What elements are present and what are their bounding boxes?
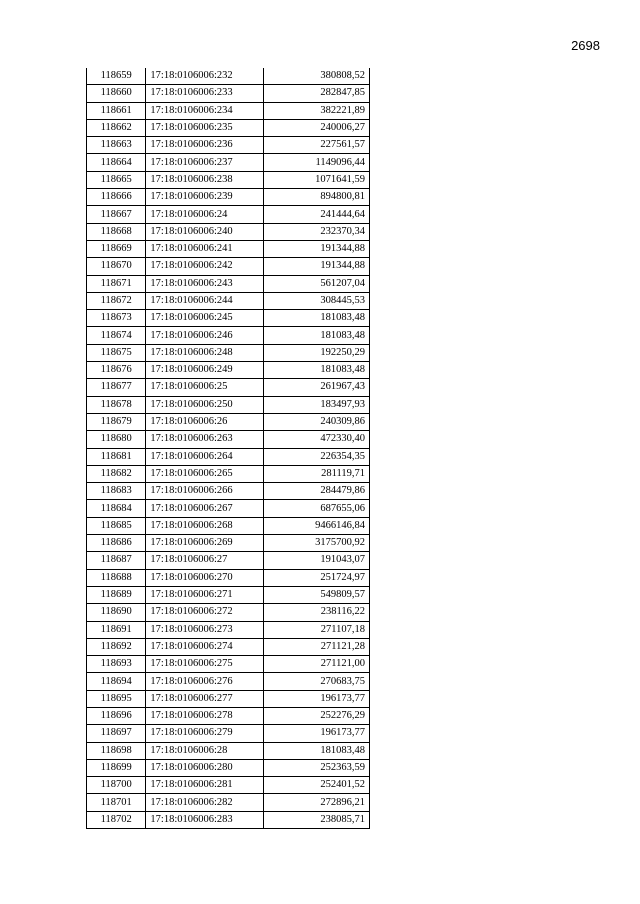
row-number-cell: 118684 xyxy=(87,500,146,517)
row-number-cell: 118679 xyxy=(87,413,146,430)
table-row xyxy=(87,535,370,552)
table-row xyxy=(87,413,370,430)
row-number-cell: 118697 xyxy=(87,725,146,742)
table-row xyxy=(87,569,370,586)
cadastral-number-cell: 17:18:0106006:234 xyxy=(146,102,264,119)
cadastral-number-cell: 17:18:0106006:278 xyxy=(146,707,264,724)
cadastral-number-cell: 17:18:0106006:273 xyxy=(146,621,264,638)
cadastral-value-cell: 9466146,84 xyxy=(264,517,370,534)
row-number-cell: 118687 xyxy=(87,552,146,569)
cadastral-value-cell: 549809,57 xyxy=(264,586,370,603)
row-number-cell: 118671 xyxy=(87,275,146,292)
row-number-cell: 118669 xyxy=(87,240,146,257)
cadastral-value-cell: 284479,86 xyxy=(264,483,370,500)
table-body xyxy=(87,68,370,829)
row-number-cell: 118700 xyxy=(87,777,146,794)
table-row xyxy=(87,379,370,396)
cadastral-value-cell: 561207,04 xyxy=(264,275,370,292)
cadastral-value-cell: 270683,75 xyxy=(264,673,370,690)
cadastral-value-cell: 191344,88 xyxy=(264,258,370,275)
row-number-cell: 118659 xyxy=(87,68,146,85)
table-row xyxy=(87,85,370,102)
row-number-cell: 118666 xyxy=(87,189,146,206)
table-row xyxy=(87,707,370,724)
cadastral-value-cell: 196173,77 xyxy=(264,690,370,707)
row-number-cell: 118672 xyxy=(87,292,146,309)
row-number-cell: 118695 xyxy=(87,690,146,707)
cadastral-value-cell: 226354,35 xyxy=(264,448,370,465)
cadastral-number-cell: 17:18:0106006:237 xyxy=(146,154,264,171)
row-number-cell: 118685 xyxy=(87,517,146,534)
cadastral-number-cell: 17:18:0106006:232 xyxy=(146,68,264,85)
row-number-cell: 118673 xyxy=(87,310,146,327)
cadastral-value-cell: 181083,48 xyxy=(264,310,370,327)
row-number-cell: 118701 xyxy=(87,794,146,811)
cadastral-value-cell: 240006,27 xyxy=(264,119,370,136)
cadastral-value-cell: 1149096,44 xyxy=(264,154,370,171)
cadastral-number-cell: 17:18:0106006:274 xyxy=(146,638,264,655)
row-number-cell: 118682 xyxy=(87,465,146,482)
cadastral-number-cell: 17:18:0106006:268 xyxy=(146,517,264,534)
row-number-cell: 118693 xyxy=(87,656,146,673)
row-number-cell: 118675 xyxy=(87,344,146,361)
table-row xyxy=(87,154,370,171)
row-number-cell: 118688 xyxy=(87,569,146,586)
row-number-cell: 118681 xyxy=(87,448,146,465)
row-number-cell: 118676 xyxy=(87,362,146,379)
row-number-cell: 118692 xyxy=(87,638,146,655)
cadastral-value-cell: 472330,40 xyxy=(264,431,370,448)
table-row xyxy=(87,673,370,690)
table-row xyxy=(87,362,370,379)
table-row xyxy=(87,742,370,759)
cadastral-value-cell: 282847,85 xyxy=(264,85,370,102)
row-number-cell: 118689 xyxy=(87,586,146,603)
cadastral-value-cell: 271107,18 xyxy=(264,621,370,638)
cadastral-number-cell: 17:18:0106006:27 xyxy=(146,552,264,569)
table-row xyxy=(87,448,370,465)
cadastral-number-cell: 17:18:0106006:250 xyxy=(146,396,264,413)
cadastral-number-cell: 17:18:0106006:246 xyxy=(146,327,264,344)
table-row xyxy=(87,483,370,500)
row-number-cell: 118662 xyxy=(87,119,146,136)
cadastral-number-cell: 17:18:0106006:277 xyxy=(146,690,264,707)
table-row xyxy=(87,223,370,240)
cadastral-value-cell: 308445,53 xyxy=(264,292,370,309)
cadastral-number-cell: 17:18:0106006:245 xyxy=(146,310,264,327)
cadastral-value-cell: 252276,29 xyxy=(264,707,370,724)
table-row xyxy=(87,189,370,206)
row-number-cell: 118677 xyxy=(87,379,146,396)
cadastral-number-cell: 17:18:0106006:242 xyxy=(146,258,264,275)
row-number-cell: 118668 xyxy=(87,223,146,240)
cadastral-value-cell: 181083,48 xyxy=(264,327,370,344)
cadastral-number-cell: 17:18:0106006:28 xyxy=(146,742,264,759)
row-number-cell: 118686 xyxy=(87,535,146,552)
cadastral-number-cell: 17:18:0106006:279 xyxy=(146,725,264,742)
cadastral-number-cell: 17:18:0106006:267 xyxy=(146,500,264,517)
cadastral-value-cell: 183497,93 xyxy=(264,396,370,413)
cadastral-number-cell: 17:18:0106006:272 xyxy=(146,604,264,621)
cadastral-number-cell: 17:18:0106006:241 xyxy=(146,240,264,257)
row-number-cell: 118678 xyxy=(87,396,146,413)
table-row xyxy=(87,465,370,482)
row-number-cell: 118660 xyxy=(87,85,146,102)
cadastral-number-cell: 17:18:0106006:249 xyxy=(146,362,264,379)
row-number-cell: 118702 xyxy=(87,811,146,828)
cadastral-number-cell: 17:18:0106006:240 xyxy=(146,223,264,240)
row-number-cell: 118670 xyxy=(87,258,146,275)
table-row xyxy=(87,777,370,794)
table-row xyxy=(87,604,370,621)
cadastral-number-cell: 17:18:0106006:236 xyxy=(146,137,264,154)
cadastral-number-cell: 17:18:0106006:265 xyxy=(146,465,264,482)
cadastral-value-cell: 894800,81 xyxy=(264,189,370,206)
table-row xyxy=(87,621,370,638)
cadastral-value-cell: 271121,28 xyxy=(264,638,370,655)
table-row xyxy=(87,137,370,154)
table-row xyxy=(87,517,370,534)
cadastral-value-cell: 238085,71 xyxy=(264,811,370,828)
table-row xyxy=(87,811,370,828)
table-row xyxy=(87,310,370,327)
table-row xyxy=(87,725,370,742)
table-row xyxy=(87,759,370,776)
cadastral-value-cell: 3175700,92 xyxy=(264,535,370,552)
cadastral-value-cell: 251724,97 xyxy=(264,569,370,586)
cadastral-number-cell: 17:18:0106006:282 xyxy=(146,794,264,811)
page-number: 2698 xyxy=(571,38,600,53)
row-number-cell: 118661 xyxy=(87,102,146,119)
cadastral-value-cell: 196173,77 xyxy=(264,725,370,742)
cadastral-value-cell: 252363,59 xyxy=(264,759,370,776)
cadastral-value-cell: 192250,29 xyxy=(264,344,370,361)
table-row xyxy=(87,327,370,344)
cadastral-value-cell: 232370,34 xyxy=(264,223,370,240)
table-row xyxy=(87,500,370,517)
row-number-cell: 118696 xyxy=(87,707,146,724)
cadastral-value-cell: 1071641,59 xyxy=(264,171,370,188)
cadastral-number-cell: 17:18:0106006:270 xyxy=(146,569,264,586)
cadastral-number-cell: 17:18:0106006:283 xyxy=(146,811,264,828)
table-row xyxy=(87,396,370,413)
row-number-cell: 118694 xyxy=(87,673,146,690)
table-row xyxy=(87,275,370,292)
cadastral-number-cell: 17:18:0106006:271 xyxy=(146,586,264,603)
row-number-cell: 118680 xyxy=(87,431,146,448)
cadastral-number-cell: 17:18:0106006:239 xyxy=(146,189,264,206)
cadastral-number-cell: 17:18:0106006:263 xyxy=(146,431,264,448)
cadastral-value-cell: 240309,86 xyxy=(264,413,370,430)
table-row xyxy=(87,586,370,603)
cadastral-number-cell: 17:18:0106006:275 xyxy=(146,656,264,673)
cadastral-value-cell: 272896,21 xyxy=(264,794,370,811)
table-row xyxy=(87,690,370,707)
row-number-cell: 118667 xyxy=(87,206,146,223)
cadastral-number-cell: 17:18:0106006:26 xyxy=(146,413,264,430)
table-row xyxy=(87,656,370,673)
cadastral-value-table xyxy=(86,68,370,829)
row-number-cell: 118690 xyxy=(87,604,146,621)
cadastral-value-cell: 181083,48 xyxy=(264,742,370,759)
row-number-cell: 118698 xyxy=(87,742,146,759)
cadastral-number-cell: 17:18:0106006:24 xyxy=(146,206,264,223)
cadastral-number-cell: 17:18:0106006:248 xyxy=(146,344,264,361)
cadastral-value-cell: 181083,48 xyxy=(264,362,370,379)
cadastral-number-cell: 17:18:0106006:25 xyxy=(146,379,264,396)
table-row xyxy=(87,431,370,448)
table-row xyxy=(87,794,370,811)
table-row xyxy=(87,68,370,85)
cadastral-number-cell: 17:18:0106006:235 xyxy=(146,119,264,136)
cadastral-number-cell: 17:18:0106006:269 xyxy=(146,535,264,552)
table-row xyxy=(87,292,370,309)
cadastral-value-cell: 382221,89 xyxy=(264,102,370,119)
cadastral-value-cell: 271121,00 xyxy=(264,656,370,673)
cadastral-number-cell: 17:18:0106006:233 xyxy=(146,85,264,102)
cadastral-value-cell: 191344,88 xyxy=(264,240,370,257)
row-number-cell: 118665 xyxy=(87,171,146,188)
cadastral-value-cell: 191043,07 xyxy=(264,552,370,569)
cadastral-number-cell: 17:18:0106006:276 xyxy=(146,673,264,690)
cadastral-number-cell: 17:18:0106006:266 xyxy=(146,483,264,500)
table-row xyxy=(87,206,370,223)
table-row xyxy=(87,344,370,361)
cadastral-value-cell: 281119,71 xyxy=(264,465,370,482)
cadastral-value-cell: 380808,52 xyxy=(264,68,370,85)
cadastral-value-cell: 227561,57 xyxy=(264,137,370,154)
cadastral-number-cell: 17:18:0106006:238 xyxy=(146,171,264,188)
row-number-cell: 118691 xyxy=(87,621,146,638)
cadastral-number-cell: 17:18:0106006:264 xyxy=(146,448,264,465)
table-row xyxy=(87,638,370,655)
cadastral-number-cell: 17:18:0106006:243 xyxy=(146,275,264,292)
row-number-cell: 118699 xyxy=(87,759,146,776)
table-row xyxy=(87,171,370,188)
cadastral-number-cell: 17:18:0106006:280 xyxy=(146,759,264,776)
cadastral-value-cell: 252401,52 xyxy=(264,777,370,794)
cadastral-number-cell: 17:18:0106006:281 xyxy=(146,777,264,794)
table-row xyxy=(87,240,370,257)
row-number-cell: 118664 xyxy=(87,154,146,171)
table-row xyxy=(87,258,370,275)
cadastral-value-cell: 687655,06 xyxy=(264,500,370,517)
row-number-cell: 118674 xyxy=(87,327,146,344)
cadastral-value-cell: 238116,22 xyxy=(264,604,370,621)
cadastral-value-cell: 241444,64 xyxy=(264,206,370,223)
cadastral-number-cell: 17:18:0106006:244 xyxy=(146,292,264,309)
table-row xyxy=(87,552,370,569)
table-row xyxy=(87,119,370,136)
row-number-cell: 118683 xyxy=(87,483,146,500)
cadastral-value-cell: 261967,43 xyxy=(264,379,370,396)
table-row xyxy=(87,102,370,119)
row-number-cell: 118663 xyxy=(87,137,146,154)
